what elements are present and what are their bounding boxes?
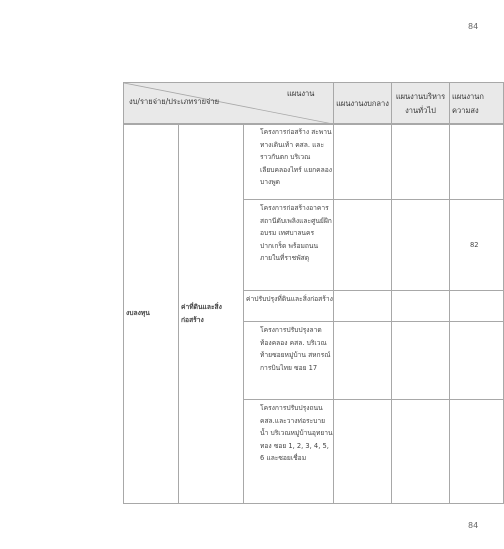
project-cell: โครงการก่อสร้างอาคาร สถานีดับเพลิงและศูนย์ฝึกอบรม เทศบาลนครปากเกร็ด พร้อมถนนภายในที่ราชพัสดุ	[244, 200, 334, 291]
header-col-general-admin: แผนงานบริหารงานทั่วไป	[392, 83, 450, 125]
project-cell: โครงการก่อสร้าง สะพานทางเดินเท้า คสล. และราวกันตก บริเวณเลียบคลองไทร์ แยกคลองบางพูด	[244, 124, 334, 200]
header-budget-label: งบ/รายจ่าย/ประเภทรายจ่าย	[129, 97, 220, 106]
header-diagonal-cell	[124, 83, 334, 125]
project-cell: โครงการปรับปรุงลาด ท้องคลอง คสล. บริเวณท้ายซอยหมู่บ้าน สหกรณ์การบินไทย ซอย 17	[244, 322, 334, 400]
value-cell	[334, 291, 392, 322]
value-cell: 82	[450, 200, 504, 291]
value-cell	[392, 322, 450, 400]
budget-table-body	[123, 123, 504, 504]
header-plan-label: แผนงาน	[287, 89, 315, 98]
expense-type-cell: ค่าที่ดินและสิ่งก่อสร้าง	[179, 124, 244, 504]
budget-group-cell: งบลงทุน	[124, 124, 179, 504]
value-cell	[334, 322, 392, 400]
value-cell	[450, 322, 504, 400]
table-header-row	[124, 83, 504, 125]
budget-table	[123, 82, 504, 125]
value-cell	[450, 124, 504, 200]
header-col-central-budget: แผนงานงบกลาง	[334, 83, 392, 125]
value-cell	[334, 400, 392, 504]
project-cell: โครงการปรับปรุงถนน คสล.และวางท่อระบายน้ำ บริเวณหมู่บ้านอุทยาน ทอง ซอย 1, 2, 3, 4, 5, 6 และซอยเชื่อม	[244, 400, 334, 504]
value-cell	[450, 291, 504, 322]
value-cell	[450, 400, 504, 504]
table-row	[124, 124, 504, 200]
value-cell	[392, 400, 450, 504]
value-cell	[392, 124, 450, 200]
value-cell	[392, 200, 450, 291]
project-cell: ค่าปรับปรุงที่ดินและสิ่งก่อสร้าง	[244, 291, 334, 322]
value-cell	[334, 200, 392, 291]
header-col-security: แผนงานก ความสง	[450, 83, 504, 125]
page-number-top: 84	[468, 22, 479, 31]
page-number-bottom: 84	[468, 521, 479, 530]
value-cell	[334, 124, 392, 200]
value-cell	[392, 291, 450, 322]
